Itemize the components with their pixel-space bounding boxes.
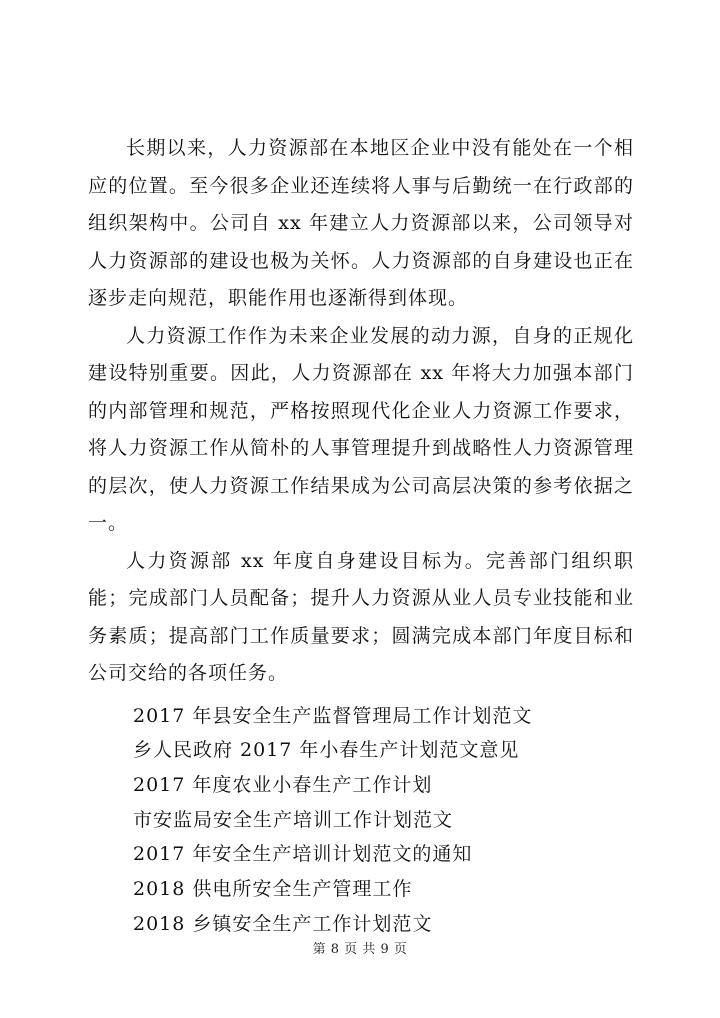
- related-link[interactable]: 2018 供电所安全生产管理工作: [133, 878, 413, 901]
- related-link[interactable]: 2017 年度农业小春生产工作计划: [133, 773, 433, 796]
- paragraph: 人力资源工作作为未来企业发展的动力源，自身的正规化建设特别重要。因此，人力资源部在 xx 年将大力加强本部门的内部管理和规范，严格按照现代化企业人力资源工作要求，将人力资源工作从简朴的人事管理提升到战略性人力资源管理的层次，使人力资源工作结果成为公司高层决策的参考依据之一。: [88, 324, 634, 534]
- paragraph: 人力资源部 xx 年度自身建设目标为。完善部门组织职能；完成部门人员配备；提升人力资源从业人员专业技能和业务素质；提高部门工作质量要求；圆满完成本部门年度目标和公司交给的各项任务。: [88, 549, 634, 684]
- related-link[interactable]: 市安监局安全生产培训工作计划范文: [133, 808, 454, 831]
- paragraph: 长期以来，人力资源部在本地区企业中没有能处在一个相应的位置。至今很多企业还连续将人事与后勤统一在行政部的组织架构中。公司自 xx 年建立人力资源部以来，公司领导对人力资源部的建设也极为关怀。人力资源部的自身建设也正在逐步走向规范，职能作用也逐渐得到体现。: [88, 137, 634, 309]
- related-link[interactable]: 2017 年安全生产培训计划范文的通知: [133, 843, 473, 866]
- related-link[interactable]: 2017 年县安全生产监督管理局工作计划范文: [133, 704, 533, 727]
- page-footer: 第 8 页 共 9 页: [312, 942, 408, 957]
- related-link[interactable]: 乡人民政府 2017 年小春生产计划范文意见: [133, 739, 520, 762]
- document-body: [88, 130, 634, 941]
- related-link[interactable]: 2018 乡镇安全生产工作计划范文: [133, 912, 433, 935]
- related-links-list: [88, 699, 634, 942]
